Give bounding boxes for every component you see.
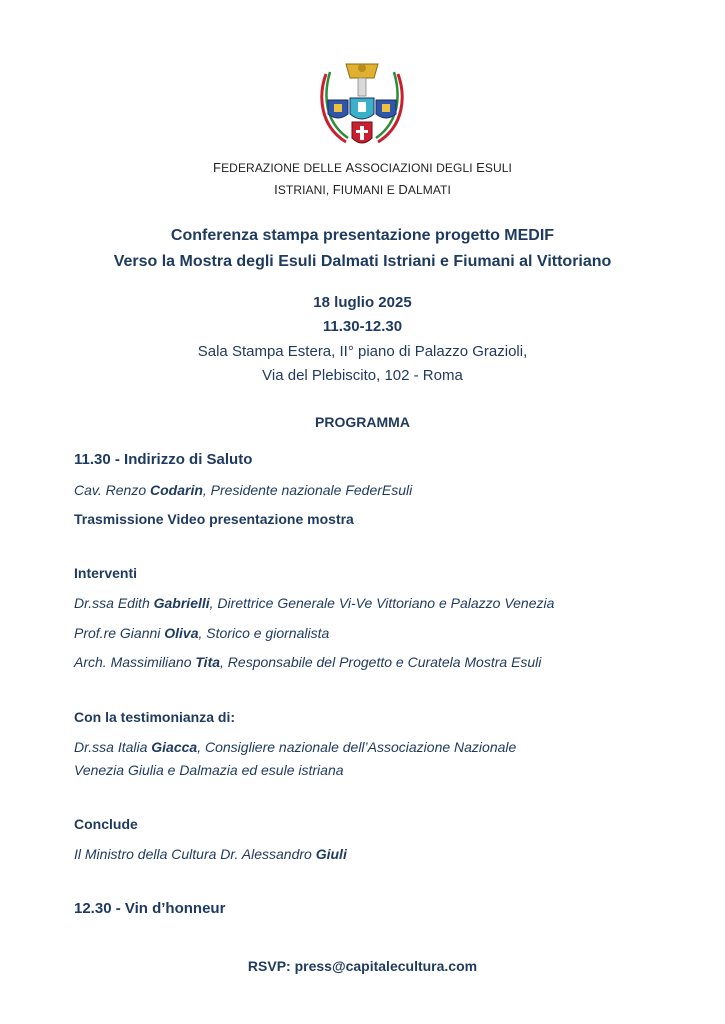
program-heading: PROGRAMMA (315, 414, 410, 430)
federation-name-line2: ISTRIANI, FIUMANI E DALMATI (274, 182, 451, 197)
event-venue-line2: Via del Plebiscito, 102 - Roma (262, 367, 463, 384)
event-time: 11.30-12.30 (322, 318, 403, 335)
event-title-line1: Conferenza stampa presentazione progetto MEDIF (170, 227, 555, 244)
testimony-speaker: Dr.ssa Italia Giacca, Consigliere nazionale dell’Associazione Nazionale (74, 739, 517, 755)
conclude-heading: Conclude (74, 816, 138, 832)
speaker-item: Arch. Massimiliano Tita, Responsabile del Progetto e Curatela Mostra Esuli (74, 654, 542, 670)
closing-item: 12.30 - Vin d’honneur (74, 900, 226, 917)
federation-name-line1: FEDERAZIONE DELLE ASSOCIAZIONI DEGLI ESULI (213, 160, 512, 175)
rsvp-contact[interactable]: RSVP: press@capitalecultura.com (247, 958, 478, 974)
testimony-speaker-line2: Venezia Giulia e Dalmazia ed esule istriana (74, 762, 344, 778)
federesuli-coat-of-arms-icon (316, 56, 408, 152)
video-item: Trasmissione Video presentazione mostra (74, 511, 354, 527)
greeting-speaker: Cav. Renzo Codarin, Presidente nazionale FederEsuli (74, 482, 413, 498)
speaker-item: Dr.ssa Edith Gabrielli, Direttrice Generale Vi-Ve Vittoriano e Palazzo Venezia (74, 595, 555, 611)
event-date: 18 luglio 2025 (313, 294, 412, 311)
testimony-heading: Con la testimonianza di: (74, 709, 236, 725)
greeting-heading: 11.30 - Indirizzo di Saluto (74, 451, 253, 468)
interventi-heading: Interventi (74, 565, 138, 581)
event-venue-line1: Sala Stampa Estera, II° piano di Palazzo Grazioli, (197, 343, 528, 360)
speaker-item: Prof.re Gianni Oliva, Storico e giornalista (74, 625, 330, 641)
conclude-speaker: Il Ministro della Cultura Dr. Alessandro Giuli (74, 846, 347, 862)
event-title-line2: Verso la Mostra degli Esuli Dalmati Istriani e Fiumani al Vittoriano (113, 253, 612, 270)
